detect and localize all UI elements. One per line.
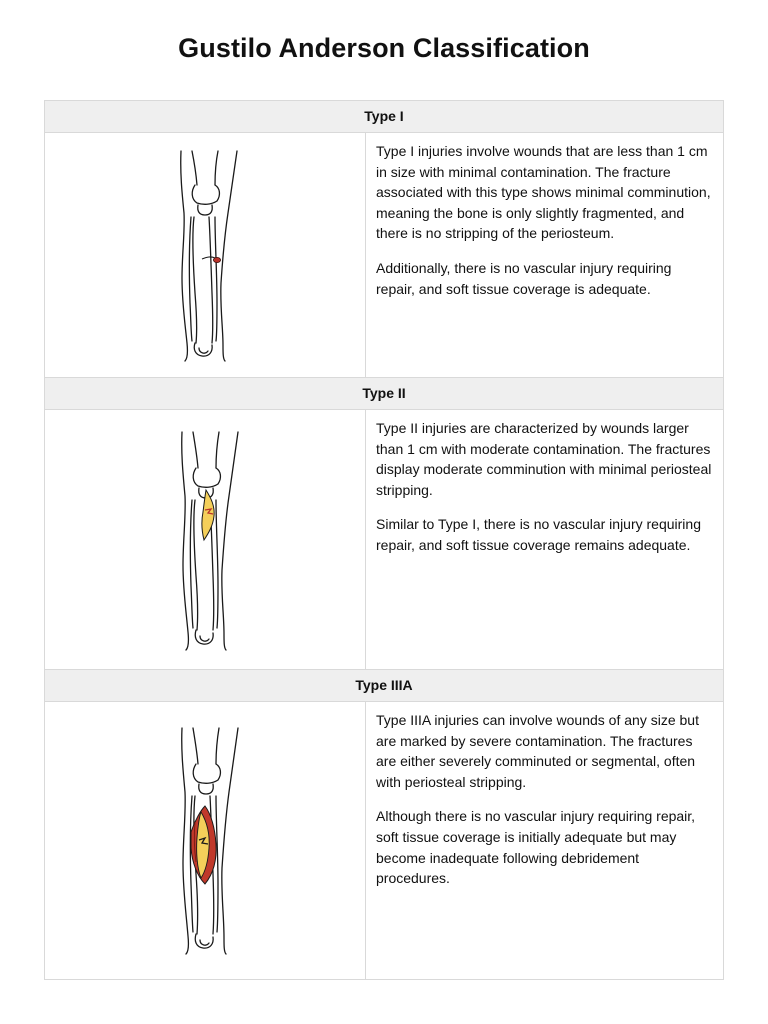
leg-wound-severe-icon (45, 702, 366, 979)
type-ii-row (45, 410, 723, 670)
leg-wound-small-icon (45, 133, 366, 377)
type-iiia-row (45, 702, 723, 979)
type-ii-illustration (45, 410, 366, 669)
type-ii-paragraph-1: Type II injuries are characterized by wounds larger than 1 cm with moderate contamination. The fractures display moderate comminution with minimal periosteal stripping. (376, 420, 712, 498)
type-i-row (45, 133, 723, 378)
type-i-illustration (45, 133, 366, 377)
type-i-description (366, 133, 723, 377)
wound-mark (191, 806, 216, 884)
type-i-header: Type I (45, 101, 723, 133)
type-ii-header: Type II (45, 378, 723, 410)
type-iiia-description (366, 702, 723, 979)
type-i-paragraph-2: Additionally, there is no vascular injury requiring repair, and soft tissue coverage is adequate. (376, 259, 672, 297)
type-ii-paragraph-2: Similar to Type I, there is no vascular injury requiring repair, and soft tissue coverage remains adequate. (376, 516, 701, 553)
classification-table (44, 100, 724, 980)
type-iiia-header: Type IIIA (45, 670, 723, 702)
type-i-paragraph-1: Type I injuries involve wounds that are less than 1 cm in size with minimal contamination. The fracture associated with this type shows minimal comminution, meaning the bone is only slightly fragmented, and there is no stripping of the periosteum. (376, 143, 711, 242)
leg-wound-moderate-icon (45, 410, 366, 669)
type-iiia-paragraph-2: Although there is no vascular injury requiring repair, soft tissue coverage is initially adequate but may become inadequate following debridement procedures. (376, 808, 696, 887)
type-iiia-illustration (45, 702, 366, 979)
type-iiia-paragraph-1: Type IIIA injuries can involve wounds of any size but are marked by severe contamination. The fractures are either severely comminuted or segmental, often with periosteal stripping. (376, 712, 699, 790)
page-title: Gustilo Anderson Classification (178, 33, 590, 63)
type-ii-description (366, 410, 723, 669)
